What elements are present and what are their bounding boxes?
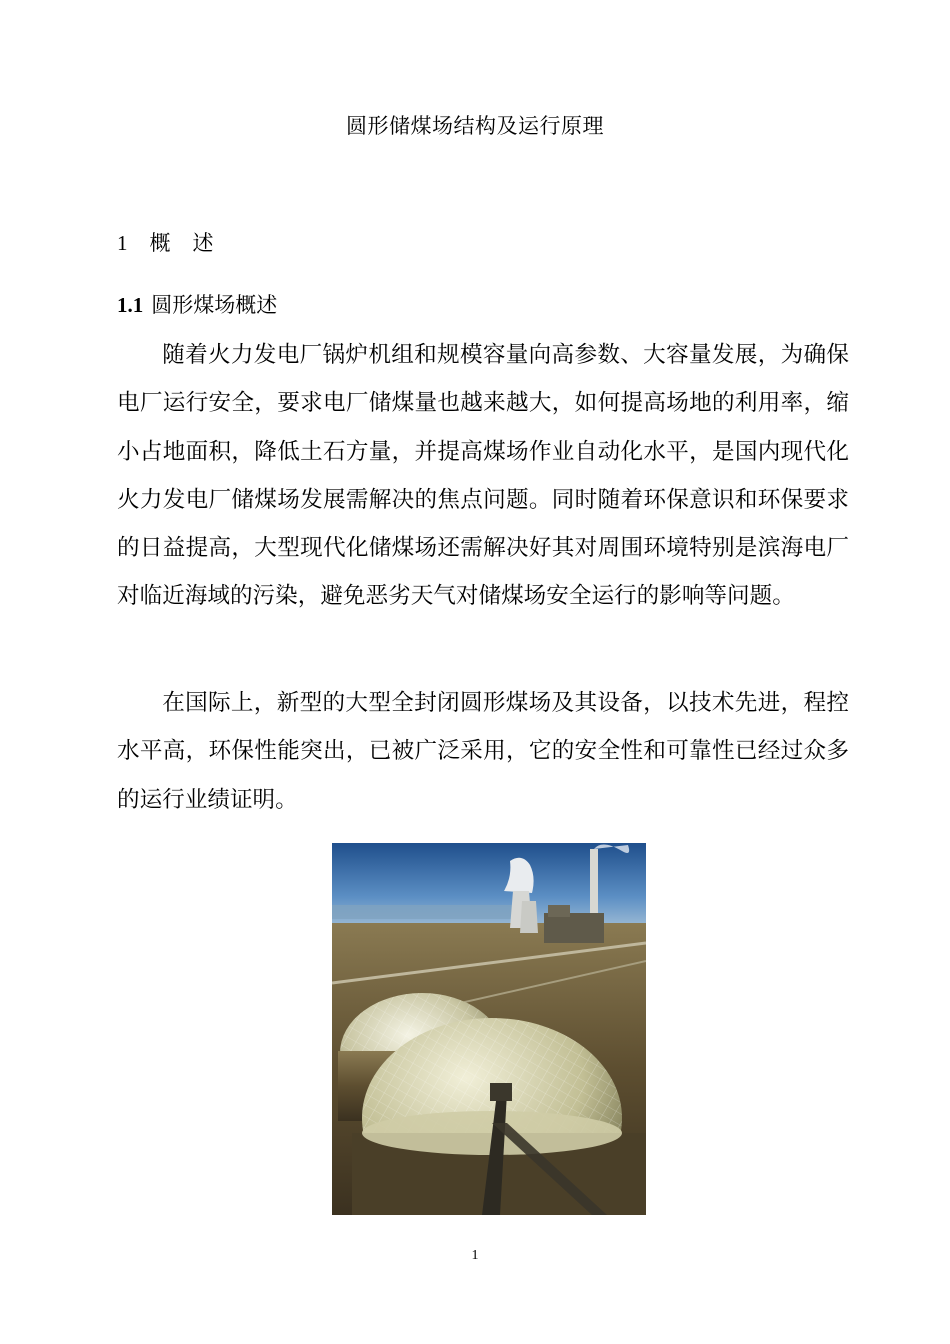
page-number: 1 bbox=[471, 1248, 479, 1263]
paragraph: 随着火力发电厂锅炉机组和规模容量向高参数、大容量发展，为确保电厂运行安全，要求电厂储煤量也越来越大，如何提高场地的利用率，缩小占地面积，降低土石方量，并提高煤场作业自动化水平，是国内现代化火力发电厂储煤场发展需解决的焦点问题。同时随着环保意识和环保要求的日益提高，大型现代化储煤场还需解决好其对周围环境特别是滨海电厂对临近海域的污染，避免恶劣天气对储煤场安全运行的影响等问题。 bbox=[117, 342, 849, 610]
subsection-title: 圆形煤场概述 bbox=[151, 293, 278, 317]
subsection-number: 1.1 bbox=[117, 293, 144, 317]
section-number: 1 bbox=[117, 231, 128, 255]
coal-dome-photo bbox=[332, 843, 646, 1215]
section-title: 概述 bbox=[149, 231, 236, 255]
section-heading bbox=[117, 229, 236, 257]
subsection-heading bbox=[117, 291, 277, 319]
document-title: 圆形储煤场结构及运行原理 bbox=[346, 114, 604, 138]
paragraph: 在国际上，新型的大型全封闭圆形煤场及其设备，以技术先进，程控水平高，环保性能突出，已被广泛采用，它的安全性和可靠性已经过众多的运行业绩证明。 bbox=[117, 690, 849, 813]
